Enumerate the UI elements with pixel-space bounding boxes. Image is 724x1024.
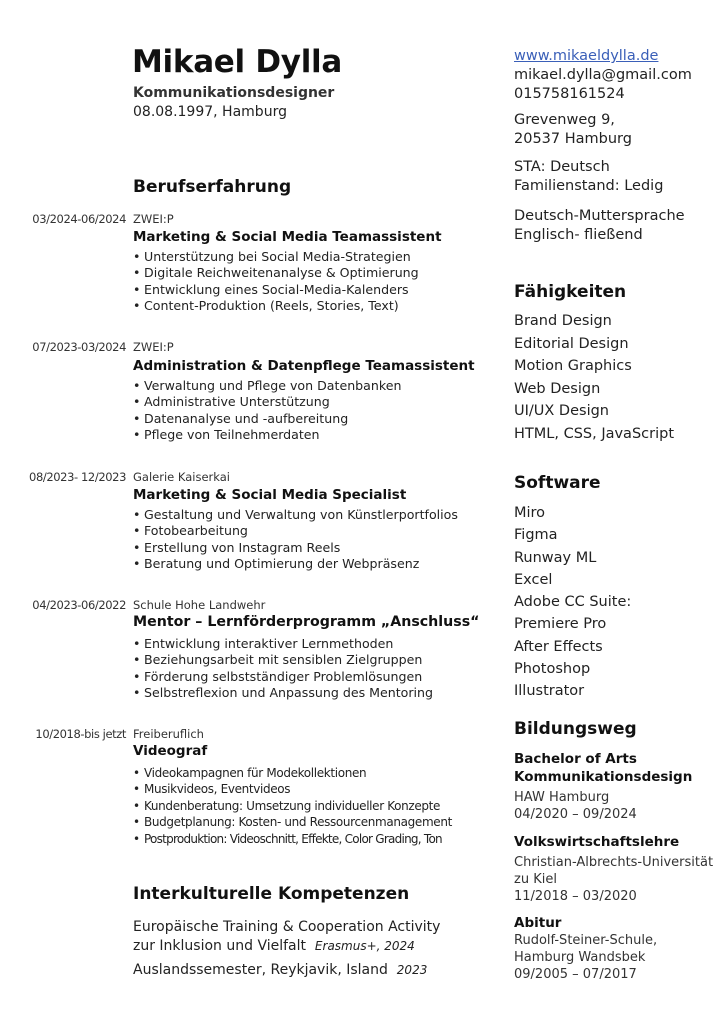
nationality: STA: Deutsch [514, 159, 610, 175]
skills-heading: Fähigkeiten [514, 282, 627, 302]
job-title: Marketing & Social Media Specialist [133, 487, 407, 503]
job-title: Mentor – Lernförderprogramm „Anschluss“ [133, 614, 480, 630]
list-item: • Förderung selbstständiger Problemlösungen [133, 669, 433, 685]
list-item: HTML, CSS, JavaScript [514, 425, 675, 442]
list-item: • Gestaltung und Verwaltung von Künstlerportfolios [133, 507, 458, 523]
list-item: • Erstellung von Instagram Reels [133, 540, 458, 556]
list-item: • Pflege von Teilnehmerdaten [133, 427, 401, 443]
list-item: • Postproduktion: Videoschnitt, Effekte, Color Grading, Ton [133, 831, 452, 847]
education-degree: Kommunikationsdesign [514, 769, 693, 785]
job-date: 08/2023- 12/2023 [29, 470, 126, 484]
job-bullets [133, 765, 452, 847]
education-degree: Volkswirtschaftslehre [514, 834, 680, 850]
list-item: • Entwicklung interaktiver Lernmethoden [133, 636, 433, 652]
list-item: • Kundenberatung: Umsetzung individueller Konzepte [133, 798, 452, 814]
list-item: • Fotobearbeitung [133, 523, 458, 539]
address-city: 20537 Hamburg [514, 131, 632, 147]
job-date: 04/2023-06/2022 [32, 598, 126, 612]
intercultural-note: Erasmus+, 2024 [314, 939, 415, 953]
list-item: • Budgetplanung: Kosten- und Ressourcenmanagement [133, 814, 452, 830]
intercultural-item-line [133, 937, 440, 956]
list-item: Illustrator [514, 683, 585, 700]
list-item: • Videokampagnen für Modekollektionen [133, 765, 452, 781]
education-school: HAW Hamburg [514, 790, 610, 805]
language-item: Deutsch-Muttersprache [514, 208, 685, 224]
website-link[interactable]: www.mikaeldylla.de [514, 48, 659, 64]
list-item: Photoshop [514, 661, 591, 678]
list-item: • Content-Produktion (Reels, Stories, Text) [133, 298, 419, 314]
education-degree: Abitur [514, 915, 562, 931]
job-org: Freiberuflich [133, 727, 204, 741]
job-date: 07/2023-03/2024 [32, 340, 126, 354]
education-heading: Bildungsweg [514, 719, 637, 739]
list-item: Brand Design [514, 313, 612, 329]
experience-heading: Berufserfahrung [133, 177, 292, 197]
education-dates: 11/2018 – 03/2020 [514, 889, 637, 904]
list-item: • Beziehungsarbeit mit sensiblen Zielgruppen [133, 652, 433, 668]
list-item: • Verwaltung und Pflege von Datenbanken [133, 378, 401, 394]
job-title: Marketing & Social Media Teamassistent [133, 229, 442, 245]
education-entry [514, 833, 713, 905]
list-item: • Musikvideos, Eventvideos [133, 781, 452, 797]
education-dates: 04/2020 – 09/2024 [514, 807, 637, 822]
list-item: • Unterstützung bei Social Media-Strategien [133, 249, 419, 265]
education-entry [514, 914, 657, 983]
list-item: Editorial Design [514, 335, 629, 352]
birth-info: 08.08.1997, Hamburg [133, 104, 287, 120]
job-org: ZWEI:P [133, 340, 174, 354]
list-item: Motion Graphics [514, 358, 632, 374]
email: mikael.dylla@gmail.com [514, 67, 692, 83]
list-item: UI/UX Design [514, 403, 609, 419]
list-item: Excel [514, 571, 553, 588]
job-org: Schule Hohe Landwehr [133, 598, 266, 612]
list-item: After Effects [514, 638, 603, 655]
job-bullets [133, 507, 458, 573]
list-item: Adobe CC Suite: [514, 594, 632, 611]
language-item: Englisch- fließend [514, 227, 643, 243]
list-item: • Datenanalyse und -aufbereitung [133, 411, 401, 427]
intercultural-item-text: Auslandssemester, Reykjavik, Island [133, 962, 388, 978]
phone: 015758161524 [514, 86, 625, 102]
job-bullets [133, 378, 401, 444]
education-school: zu Kiel [514, 872, 557, 887]
intercultural-item-text: zur Inklusion und Vielfalt [133, 938, 307, 954]
job-title: Administration & Datenpflege Teamassistent [133, 358, 475, 374]
list-item: Web Design [514, 380, 601, 397]
list-item: Runway ML [514, 549, 597, 566]
job-title: Videograf [133, 743, 208, 759]
job-date: 10/2018-bis jetzt [35, 727, 126, 741]
job-bullets [133, 636, 433, 702]
list-item: • Beratung und Optimierung der Webpräsenz [133, 556, 458, 572]
education-school: Christian-Albrechts-Universität [514, 855, 714, 870]
education-dates: 09/2005 – 07/2017 [514, 967, 637, 982]
education-entry [514, 750, 692, 823]
address-street: Grevenweg 9, [514, 112, 615, 128]
list-item: Miro [514, 505, 546, 521]
intercultural-item [133, 962, 427, 978]
education-school: Hamburg Wandsbek [514, 950, 646, 965]
list-item: Premiere Pro [514, 616, 607, 633]
job-org: ZWEI:P [133, 212, 174, 226]
personal-block [514, 158, 663, 196]
list-item: • Administrative Unterstützung [133, 394, 401, 410]
intercultural-item [133, 918, 440, 956]
person-name: Mikael Dylla [132, 44, 342, 80]
list-item: Figma [514, 527, 558, 544]
list-item: • Selbstreflexion und Anpassung des Mentoring [133, 685, 433, 701]
software-list [514, 502, 631, 703]
intercultural-item-line: Europäische Training & Cooperation Activity [133, 919, 441, 935]
job-date: 03/2024-06/2024 [32, 212, 126, 226]
software-heading: Software [514, 473, 601, 493]
job-role: Kommunikationsdesigner [133, 85, 335, 101]
skills-list [514, 310, 674, 445]
languages-block [514, 207, 685, 245]
marital-status: Familienstand: Ledig [514, 178, 664, 194]
job-bullets [133, 249, 419, 315]
education-school: Rudolf-Steiner-Schule, [514, 933, 658, 948]
list-item: • Entwicklung eines Social-Media-Kalenders [133, 282, 419, 298]
job-org: Galerie Kaiserkai [133, 470, 230, 484]
list-item: • Digitale Reichweitenanalyse & Optimierung [133, 265, 419, 281]
intercultural-note: 2023 [396, 963, 428, 977]
address-block [514, 111, 632, 149]
intercultural-heading: Interkulturelle Kompetenzen [133, 884, 410, 904]
education-degree: Bachelor of Arts [514, 751, 637, 767]
contact-block [514, 47, 692, 104]
